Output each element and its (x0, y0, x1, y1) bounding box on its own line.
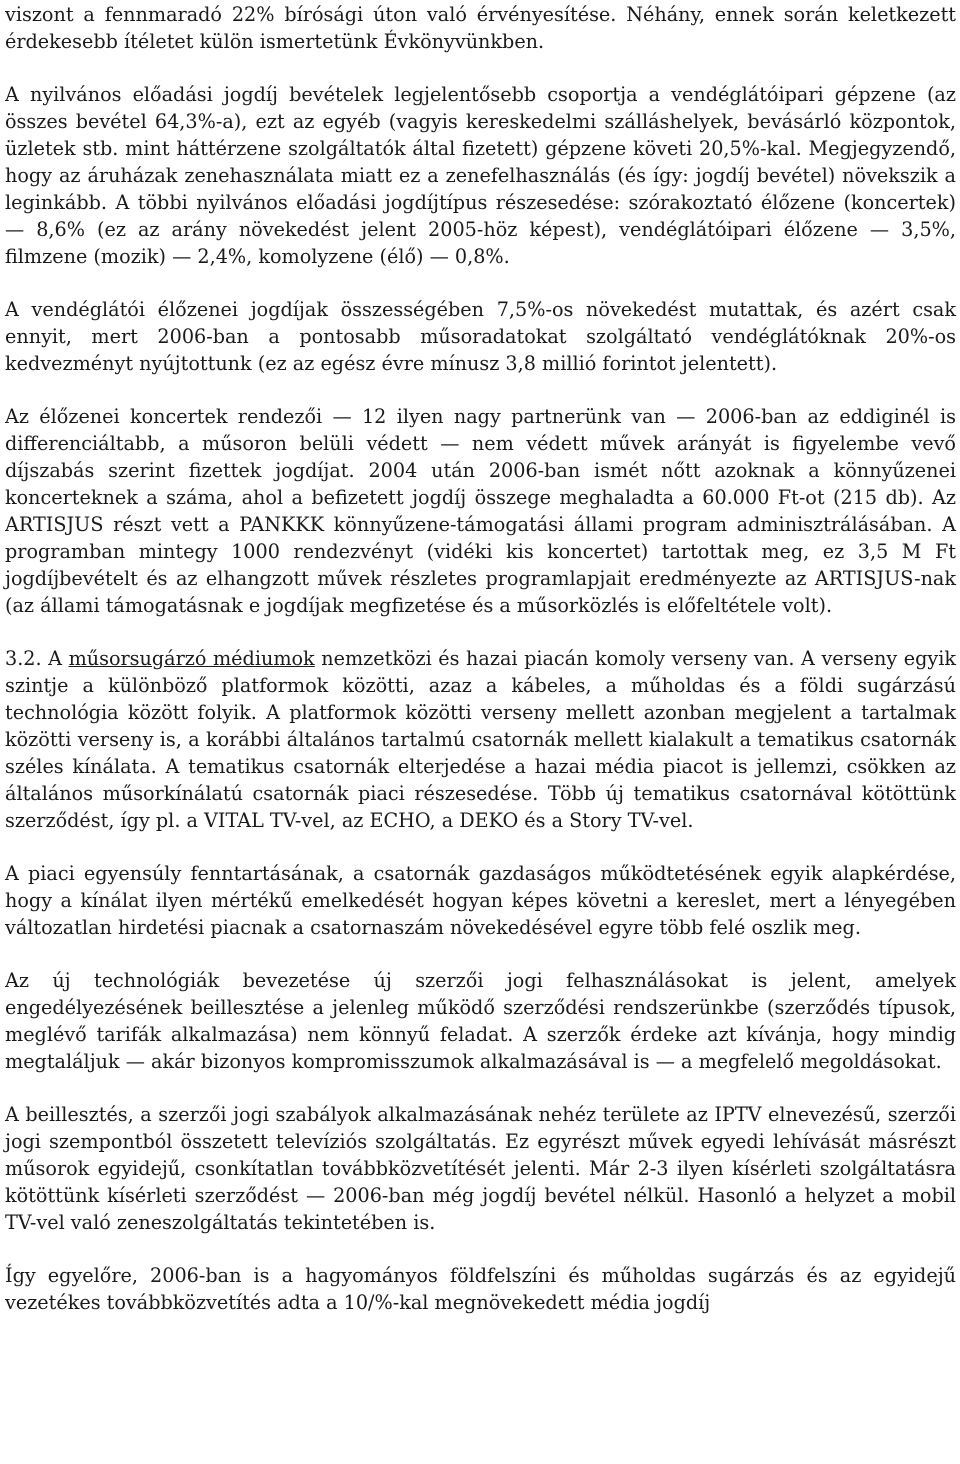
paragraph-court-enforcement: viszont a fennmaradó 22% bírósági úton való érvényesítése. Néhány, ennek során keletkezett érdekesebb ítéletet külön ismertetünk Évkönyvünkben. (5, 3, 956, 53)
paragraph-concert-organizers: Az élőzenei koncertek rendezői — 12 ilyen nagy partnerünk van — 2006-ban az eddiginél is differenciáltabb, a műsoron belüli védett — nem védett művek arányát is figyelembe vevő díjszabás szerint fizettek jogdíjat. 2004 után 2006-ban ismét nőtt azoknak a könnyűzenei koncerteknek a száma, ahol a befizetett jogdíj összege meghaladta a 60.000 Ft-ot (215 db). Az ARTISJUS részt vett a PANKKK könnyűzene-támogatási állami program adminisztrálásában. A programban mintegy 1000 rendezvényt (vidéki kis koncertet) tartottak meg, ez 3,5 M Ft jogdíjbevételt és az elhangzott művek részletes programlapjait eredményezte az ARTISJUS-nak (az állami támogatásnak e jogdíjak megfizetése és a műsorközlés is előfeltétele volt). (5, 405, 956, 617)
paragraph-terrestrial-satellite: Így egyelőre, 2006-ban is a hagyományos földfelszíni és műholdas sugárzás és az egyidejű vezetékes továbbközvetítés adta a 10/%-kal megnövekedett média jogdíj (5, 1264, 956, 1314)
paragraph-new-technologies: Az új technológiák bevezetése új szerzői jogi felhasználásokat is jelent, amelyek engedélyezésének beillesztése a jelenleg működő szerződési rendszerünkbe (szerződés típusok, meglévő tarifák alkalmazása) nem könnyű feladat. A szerzők érdeke azt kívánja, hogy mindig megtaláljuk — akár bizonyos kompromisszumok alkalmazásával is — a megfelelő megoldásokat. (5, 969, 956, 1073)
underlined-term: műsorsugárzó médiumok (68, 647, 315, 670)
paragraph-market-balance: A piaci egyensúly fenntartásának, a csatornák gazdaságos működtetésének egyik alapkérdése, hogy a kínálat ilyen mértékű emelkedését hogyan képes követni a kereslet, mert a lényegében változatlan hirdetési piacnak a csatornaszám növekedésével egyre több felé oszlik meg. (5, 862, 956, 939)
section-32-prefix: 3.2. A (5, 647, 69, 670)
document-page (5, 0, 956, 1342)
paragraph-hospitality-live-music: A vendéglátói élőzenei jogdíjak összességében 7,5%-os növekedést mutattak, és azért csak ennyit, mert 2006-ban a pontosabb műsoradatokat szolgáltató vendéglátóknak 20%-os kedvezményt nyújtottunk (ez az egész évre mínusz 3,8 millió forintot jelentett). (5, 298, 956, 375)
paragraph-public-performance-revenue: A nyilvános előadási jogdíj bevételek legjelentősebb csoportja a vendéglátóipari gépzene (az összes bevétel 64,3%-a), ezt az egyéb (vagyis kereskedelmi szálláshelyek, bevásárló központok, üzletek stb. mint háttérzene szolgáltatók által fizetett) gépzene követi 20,5%-kal. Megjegyzendő, hogy az áruházak zenehasználata miatt ez a zenefelhasználás (és így: jogdíj bevétel) növekszik a leginkább. A többi nyilvános előadási jogdíjtípus részesedése: szórakoztató élőzene (koncertek) — 8,6% (ez az arány növekedést jelent 2005-höz képest), vendéglátóipari élőzene — 3,5%, filmzene (mozik) — 2,4%, komolyzene (élő) — 0,8%. (5, 83, 956, 268)
paragraph-iptv: A beillesztés, a szerzői jogi szabályok alkalmazásának nehéz területe az IPTV elnevezésű, szerzői jogi szempontból összetett televíziós szolgáltatás. Ez egyrészt művek egyedi lehívását másrészt műsorok egyidejű, csonkítatlan továbbközvetítését jelenti. Már 2-3 ilyen kísérleti szolgáltatásra kötöttünk kísérleti szerződést — 2006-ban még jogdíj bevétel nélkül. Hasonló a helyzet a mobil TV-vel való zeneszolgáltatás tekintetében is. (5, 1103, 956, 1234)
paragraph-broadcast-media (5, 645, 956, 834)
section-32-body: nemzetközi és hazai piacán komoly verseny van. A verseny egyik szintje a különböző platformok közötti, azaz a kábeles, a műholdas és a földi sugárzású technológia között folyik. A platformok közötti verseny mellett azonban megjelent a tartalmak közötti verseny is, a korábbi általános tartalmú csatornák mellett kialakult a tematikus csatornák széles kínálata. A tematikus csatornák elterjedése a hazai média piacot is jellemzi, csökken az általános műsorkínálatú csatornák piaci részesedése. Több új tematikus csatornával kötöttünk szerződést, így pl. a VITAL TV-vel, az ECHO, a DEKO és a Story TV-vel. (5, 647, 957, 832)
